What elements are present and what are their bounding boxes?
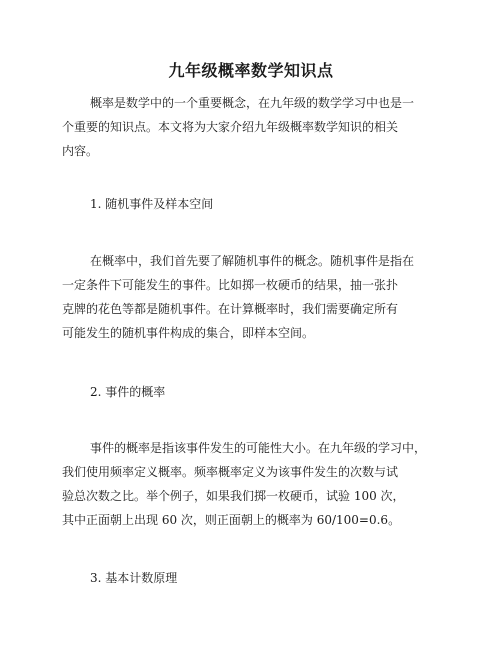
section-2-line-4: 其中正面朝上出现 60 次，则正面朝上的概率为 60/100=0.6。 bbox=[62, 513, 401, 527]
section-2-line-3: 验总次数之比。举个例子，如果我们掷一枚硬币，试验 100 次， bbox=[62, 489, 405, 503]
section-3-heading: 3. 基本计数原理 bbox=[90, 571, 178, 585]
section-1-line-3: 克牌的花色等都是随机事件。在计算概率时，我们需要确定所有 bbox=[62, 302, 399, 316]
section-2-heading: 2. 事件的概率 bbox=[90, 385, 166, 399]
document-title: 九年级概率数学知识点 bbox=[168, 61, 334, 80]
section-1-line-1: 在概率中，我们首先要了解随机事件的概念。随机事件是指在 bbox=[90, 254, 415, 268]
intro-line-2: 个重要的知识点。本文将为大家介绍九年级概率数学知识的相关 bbox=[62, 120, 399, 134]
section-1-line-2: 一定条件下可能发生的事件。比如掷一枚硬币的结果，抽一张扑 bbox=[62, 278, 399, 292]
section-1-heading: 1. 随机事件及样本空间 bbox=[90, 197, 214, 211]
intro-line-3: 内容。 bbox=[62, 144, 99, 158]
section-1-line-4: 可能发生的随机事件构成的集合，即样本空间。 bbox=[62, 326, 315, 340]
intro-line-1: 概率是数学中的一个重要概念，在九年级的数学学习中也是一 bbox=[90, 96, 415, 110]
section-2-line-2: 我们使用频率定义概率。频率概率定义为该事件发生的次数与试 bbox=[62, 465, 399, 479]
section-2-line-1: 事件的概率是指该事件发生的可能性大小。在九年级的学习中， bbox=[90, 441, 427, 455]
